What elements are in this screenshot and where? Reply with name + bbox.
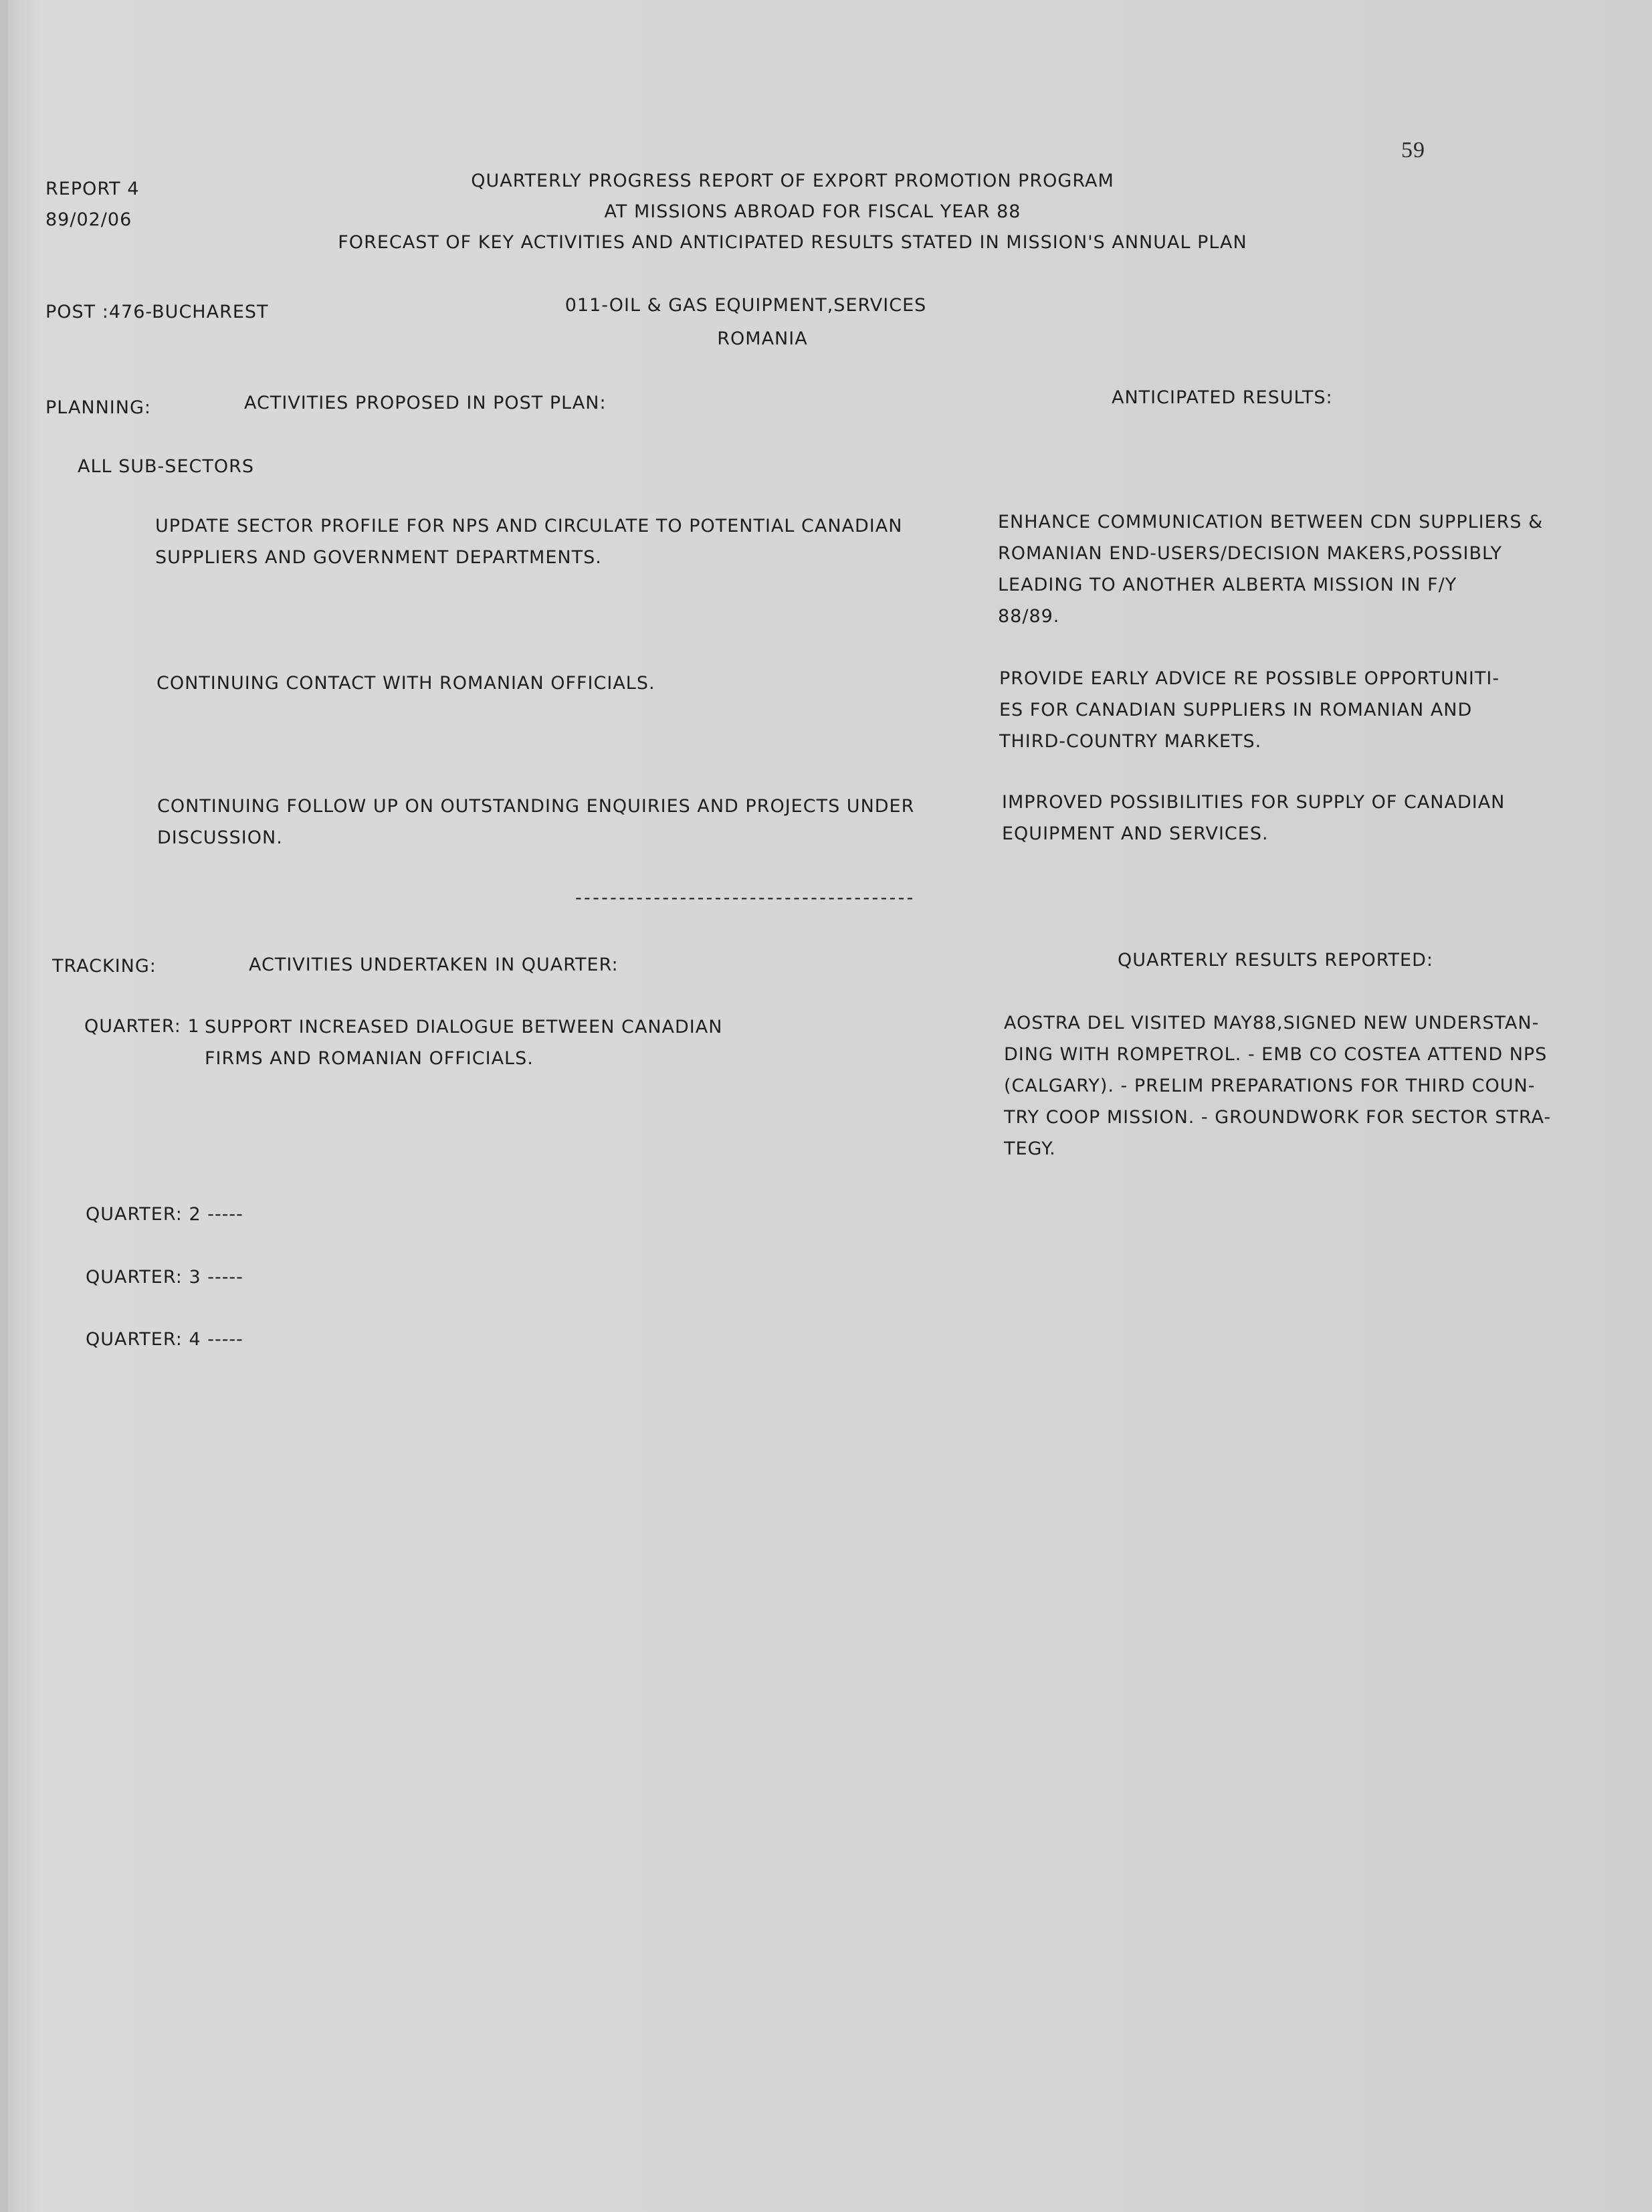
planning-label: PLANNING: (45, 397, 151, 418)
planning-activity-3-line-1: CONTINUING FOLLOW UP ON OUTSTANDING ENQUIRIES AND PROJECTS UNDER (157, 796, 915, 817)
page-number: 59 (1401, 138, 1425, 163)
planning-activity-1-line-1: UPDATE SECTOR PROFILE FOR NPS AND CIRCULATE TO POTENTIAL CANADIAN (155, 516, 903, 536)
planning-activity-2-line-1: CONTINUING CONTACT WITH ROMANIAN OFFICIALS. (157, 673, 655, 694)
subsector-label: ALL SUB-SECTORS (78, 456, 254, 477)
report-title-line-2: AT MISSIONS ABROAD FOR FISCAL YEAR 88 (604, 201, 1021, 222)
quarter-3-line: QUARTER: 3 ----- (86, 1267, 243, 1288)
planning-result-3-line-1: IMPROVED POSSIBILITIES FOR SUPPLY OF CANADIAN (1002, 792, 1506, 813)
quarter-4-line: QUARTER: 4 ----- (86, 1329, 243, 1350)
planning-result-1-line-3: LEADING TO ANOTHER ALBERTA MISSION IN F/Y (998, 575, 1457, 595)
planning-result-2 (999, 663, 1500, 757)
planning-activity-1 (155, 510, 902, 573)
quarter-1-result-line-1: AOSTRA DEL VISITED MAY88,SIGNED NEW UNDERSTAN- (1004, 1013, 1540, 1033)
planning-result-2-line-1: PROVIDE EARLY ADVICE RE POSSIBLE OPPORTUNITI- (999, 668, 1500, 689)
quarter-1-activity-line-1: SUPPORT INCREASED DIALOGUE BETWEEN CANADIAN (205, 1017, 723, 1037)
report-id: REPORT 4 (45, 179, 140, 199)
sector-title: 011-OIL & GAS EQUIPMENT,SERVICES (564, 295, 927, 316)
planning-activity-3-line-2: DISCUSSION. (157, 827, 283, 848)
country-title: ROMANIA (717, 328, 808, 349)
planning-activity-2 (157, 668, 655, 699)
planning-result-1 (998, 506, 1543, 632)
report-date: 89/02/06 (45, 209, 132, 230)
quarter-1-result-line-4: TRY COOP MISSION. - GROUNDWORK FOR SECTOR STRA- (1004, 1107, 1552, 1128)
post-label: POST :476-BUCHAREST (45, 302, 269, 322)
planning-activity-3 (157, 791, 914, 853)
planning-result-1-line-1: ENHANCE COMMUNICATION BETWEEN CDN SUPPLIERS & (998, 512, 1544, 532)
quarter-1-activity (205, 1011, 722, 1074)
planning-activities-header: ACTIVITIES PROPOSED IN POST PLAN: (244, 393, 607, 413)
tracking-activities-header: ACTIVITIES UNDERTAKEN IN QUARTER: (249, 954, 619, 975)
quarter-1-label: QUARTER: 1 (84, 1016, 200, 1037)
quarter-1-result (1004, 1007, 1551, 1165)
planning-result-2-line-2: ES FOR CANADIAN SUPPLIERS IN ROMANIAN AND (999, 700, 1473, 720)
quarter-1-result-line-3: (CALGARY). - PRELIM PREPARATIONS FOR THIRD COUN- (1004, 1076, 1536, 1096)
tracking-results-header: QUARTERLY RESULTS REPORTED: (1118, 950, 1433, 971)
planning-result-1-line-2: ROMANIAN END-USERS/DECISION MAKERS,POSSIBLY (998, 543, 1502, 564)
section-divider: --------------------------------------- (575, 888, 916, 908)
report-title-line-1: QUARTERLY PROGRESS REPORT OF EXPORT PROMOTION PROGRAM (471, 171, 1114, 191)
planning-result-2-line-3: THIRD-COUNTRY MARKETS. (999, 731, 1262, 752)
planning-results-header: ANTICIPATED RESULTS: (1112, 387, 1333, 408)
tracking-label: TRACKING: (52, 956, 157, 977)
planning-result-3 (1002, 787, 1505, 849)
quarter-1-result-line-2: DING WITH ROMPETROL. - EMB CO COSTEA ATTEND NPS (1004, 1044, 1548, 1065)
quarter-1-activity-line-2: FIRMS AND ROMANIAN OFFICIALS. (205, 1048, 534, 1069)
quarter-1-result-line-5: TEGY. (1004, 1138, 1056, 1159)
planning-result-3-line-2: EQUIPMENT AND SERVICES. (1002, 823, 1269, 844)
quarter-2-line: QUARTER: 2 ----- (86, 1204, 243, 1225)
planning-activity-1-line-2: SUPPLIERS AND GOVERNMENT DEPARTMENTS. (155, 547, 602, 568)
report-title-line-3: FORECAST OF KEY ACTIVITIES AND ANTICIPATED RESULTS STATED IN MISSION'S ANNUAL PLAN (338, 232, 1247, 253)
planning-result-1-line-4: 88/89. (998, 606, 1060, 627)
